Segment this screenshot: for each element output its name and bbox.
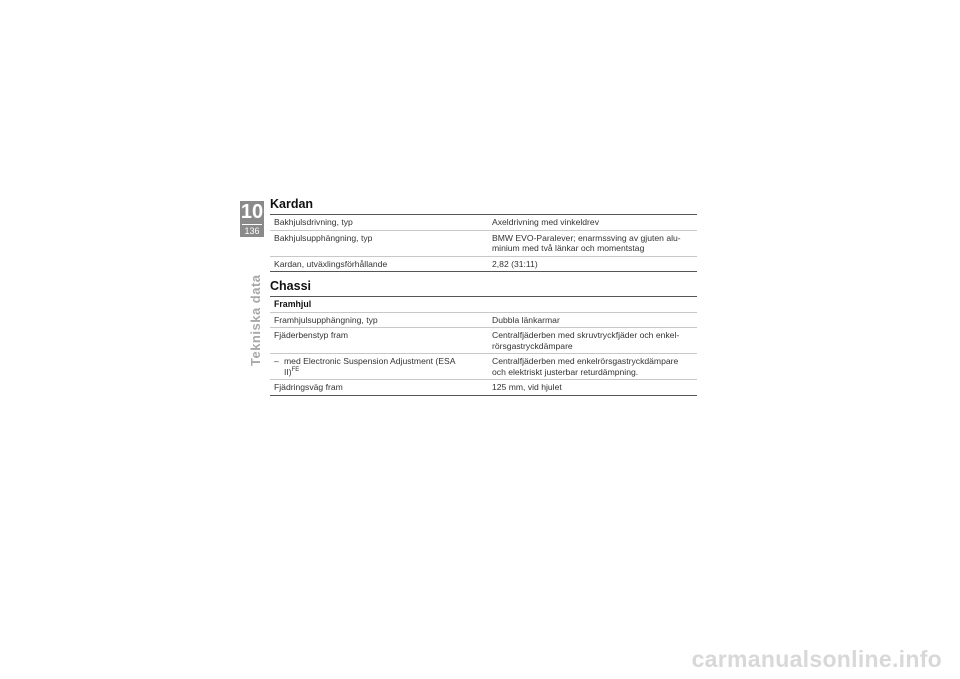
row-label	[270, 354, 488, 380]
row-label: Bakhjulsdrivning, typ	[270, 215, 488, 231]
value-line: Centralfjäderben med skruvtryckfjäder och enkel-	[492, 330, 680, 340]
row-value: 2,82 (31:11)	[488, 256, 697, 272]
chassi-table	[270, 296, 697, 396]
section-title-kardan: Kardan	[270, 197, 314, 211]
subheading-framhjul: Framhjul	[270, 297, 697, 313]
table-row	[270, 380, 697, 396]
footnote-marker: FE	[291, 366, 300, 373]
page-number: 136	[244, 226, 260, 236]
value-line: rörsgastryckdämpare	[492, 340, 573, 351]
row-label: Kardan, utväxlingsförhållande	[270, 256, 488, 272]
row-value: 125 mm, vid hjulet	[488, 380, 697, 396]
label-line: II)	[284, 366, 292, 377]
row-value: Dubbla länkarmar	[488, 312, 697, 328]
table-row	[270, 328, 697, 354]
value-line: minium med två länkar och momentstag	[492, 243, 645, 253]
page-content	[270, 196, 697, 396]
row-value: Axeldrivning med vinkeldrev	[488, 215, 697, 231]
value-line: Centralfjäderben med enkelrörsgastryckdämpare	[492, 356, 679, 366]
table-row	[270, 230, 697, 256]
value-line: och elektriskt justerbar returdämpning.	[492, 366, 639, 377]
row-value	[488, 354, 697, 380]
table-row	[270, 354, 697, 380]
table-row	[270, 312, 697, 328]
value-line: BMW EVO-Paralever; enarmssving av gjuten alu-	[492, 232, 681, 243]
table-subheading-row	[270, 297, 697, 313]
row-label: Framhjulsupphängning, typ	[270, 312, 488, 328]
chapter-divider	[242, 224, 262, 225]
row-label: Fjäderbenstyp fram	[270, 328, 488, 354]
chapter-number: 10	[240, 201, 264, 223]
row-value	[488, 328, 697, 354]
label-line: med Electronic Suspension Adjustment (ESA	[284, 356, 456, 366]
section-title-chassi: Chassi	[270, 279, 311, 293]
row-label: Fjädringsväg fram	[270, 380, 488, 396]
watermark-text: carmanualsonline.info	[691, 646, 942, 672]
table-row	[270, 256, 697, 272]
dash-marker: –	[274, 356, 279, 366]
kardan-table	[270, 214, 697, 272]
chapter-side-title: Tekniska data	[248, 274, 263, 366]
table-row	[270, 215, 697, 231]
row-value	[488, 230, 697, 256]
row-label: Bakhjulsupphängning, typ	[270, 230, 488, 256]
